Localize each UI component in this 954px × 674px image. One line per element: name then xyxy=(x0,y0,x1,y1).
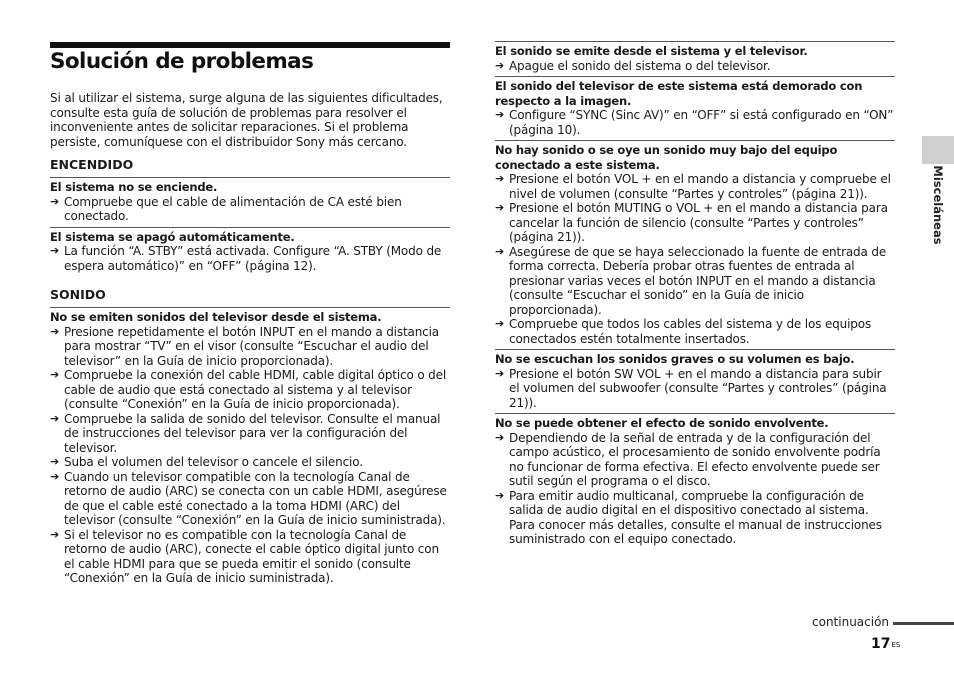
section-sonido-continued xyxy=(495,41,895,547)
list-item: ➔ Asegúrese de que se haya seleccionado la fuente de entrada de forma correcta. Debería probar otras fuentes de entrada al presionar varias veces el botón INPUT en el mando a distancia (consulte “Escuchar el sonido” en la Guía de inicio proporcionada). xyxy=(495,244,887,317)
chapter-tab-label: Misceláneas xyxy=(931,165,945,245)
section-sonido xyxy=(50,287,450,586)
page-lang: ES xyxy=(891,641,901,649)
problem-block xyxy=(495,414,895,547)
arrow-icon: ➔ xyxy=(495,58,505,72)
arrow-icon: ➔ xyxy=(495,430,505,444)
problem-block xyxy=(50,308,450,586)
problem-title: No se puede obtener el efecto de sonido envolvente. xyxy=(495,416,829,430)
list-item: ➔ Compruebe la conexión del cable HDMI, cable digital óptico o del cable de audio que está conectado al sistema y al televisor (consulte “Conexión” en la Guía de inicio proporcionada). xyxy=(50,368,447,411)
problem-block xyxy=(50,178,450,224)
arrow-icon: ➔ xyxy=(495,488,505,502)
arrow-icon: ➔ xyxy=(50,324,60,338)
list-item: ➔ La función “A. STBY” está activada. Configure “A. STBY (Modo de espera automático)” en “OFF” (página 12). xyxy=(50,244,442,273)
list-item: ➔ Presione repetidamente el botón INPUT en el mando a distancia para mostrar “TV” en el visor (consulte “Escuchar el audio del televisor” en la Guía de inicio proporcionada). xyxy=(50,324,440,368)
arrow-icon: ➔ xyxy=(50,411,60,425)
list-item: ➔ Para emitir audio multicanal, compruebe la configuración de salida de audio digital en el dispositivo conectado al sistema. Para conocer más detalles, consulte el manual de instrucciones suministrado con el equipo conectado. xyxy=(495,488,882,546)
chapter-tab xyxy=(922,136,954,164)
problem-block xyxy=(495,42,895,73)
problem-block xyxy=(495,350,895,410)
list-item: ➔ Cuando un televisor compatible con la tecnología Canal de retorno de audio (ARC) se conecta con un cable HDMI, asegúrese de que el cable esté conectado a la toma HDMI (ARC) del televisor (consulte “Conexión” en la Guía de inicio suministrada). xyxy=(50,469,447,527)
list-item: ➔ Dependiendo de la señal de entrada y de la configuración del campo acústico, el procesamiento de sonido envolvente podría no funcionar de forma efectiva. El efecto envolvente puede ser sutil según el programa o el disco. xyxy=(495,430,881,488)
page-title: Solución de problemas xyxy=(50,49,314,74)
arrow-icon: ➔ xyxy=(495,317,505,330)
list-item: ➔ Apague el sonido del sistema o del televisor. xyxy=(495,58,771,73)
list-item: ➔ Compruebe la salida de sonido del televisor. Consulte el manual de instrucciones del televisor para ver la configuración del televisor. xyxy=(50,411,441,455)
page-number: $17^{ES}$ xyxy=(871,636,901,652)
list-item: ➔ Presione el botón SW VOL + en el mando a distancia para subir el volumen del subwoofer (consulte “Partes y controles” (página 21)). xyxy=(495,366,887,410)
problem-title: No se emiten sonidos del televisor desde el sistema. xyxy=(50,310,382,324)
continuation-bar xyxy=(893,622,954,625)
section-encendido xyxy=(50,157,450,273)
arrow-icon: ➔ xyxy=(50,244,60,257)
list-item: ➔ Presione el botón VOL + en el mando a distancia y compruebe el nivel de volumen (consulte “Partes y controles” (página 21)). xyxy=(495,172,891,201)
problem-block xyxy=(495,141,895,346)
problem-block xyxy=(50,228,450,274)
list-item: ➔ Suba el volumen del televisor o cancele el silencio. xyxy=(50,455,363,469)
continuation-label: continuación xyxy=(812,615,890,629)
arrow-icon: ➔ xyxy=(50,368,60,381)
list-item: ➔ Compruebe que todos los cables del sistema y de los equipos conectados estén totalmente insertados. xyxy=(495,317,872,346)
list-item: ➔ Compruebe que el cable de alimentación de CA esté bien conectado. xyxy=(50,194,402,223)
problem-title: No hay sonido o se oye un sonido muy bajo del equipo conectado a este sistema. xyxy=(495,143,838,172)
section-heading: ENCENDIDO xyxy=(50,157,450,178)
list-item: ➔ Presione el botón MUTING o VOL + en el mando a distancia para cancelar la función de silencio (consulte “Partes y controles” (página 21)). xyxy=(495,201,888,244)
arrow-icon: ➔ xyxy=(495,366,505,380)
problem-title: El sonido del televisor de este sistema está demorado con respecto a la imagen. xyxy=(495,79,863,108)
arrow-icon: ➔ xyxy=(50,469,60,483)
title-rule xyxy=(50,42,450,48)
section-heading: SONIDO xyxy=(50,287,450,308)
intro-paragraph: Si al utilizar el sistema, surge alguna de las siguientes dificultades, consulte esta guía de solución de problemas para resolver el inconveniente antes de solicitar reparaciones. Si el problema persiste, comuníquese con el distribuidor Sony más cercano. xyxy=(50,91,443,149)
problem-block xyxy=(495,77,895,137)
problem-title: El sistema se apagó automáticamente. xyxy=(50,229,295,244)
problem-title: El sonido se emite desde el sistema y el televisor. xyxy=(495,44,808,58)
arrow-icon: ➔ xyxy=(50,527,60,541)
arrow-icon: ➔ xyxy=(495,244,505,258)
list-item: ➔ Configure “SYNC (Sinc AV)” en “OFF” si está configurado en “ON” (página 10). xyxy=(495,108,894,137)
problem-title: No se escuchan los sonidos graves o su volumen es bajo. xyxy=(495,352,855,366)
arrow-icon: ➔ xyxy=(495,172,505,185)
arrow-icon: ➔ xyxy=(495,108,505,121)
arrow-icon: ➔ xyxy=(495,201,505,214)
problem-title: El sistema no se enciende. xyxy=(50,180,218,194)
arrow-icon: ➔ xyxy=(50,455,60,468)
list-item: ➔ Si el televisor no es compatible con la tecnología Canal de retorno de audio (ARC), conecte el cable óptico digital junto con el cable HDMI para que se pueda emitir el sonido (consulte “Conexión” en la Guía de inicio suministrada). xyxy=(50,527,439,585)
arrow-icon: ➔ xyxy=(50,194,60,208)
